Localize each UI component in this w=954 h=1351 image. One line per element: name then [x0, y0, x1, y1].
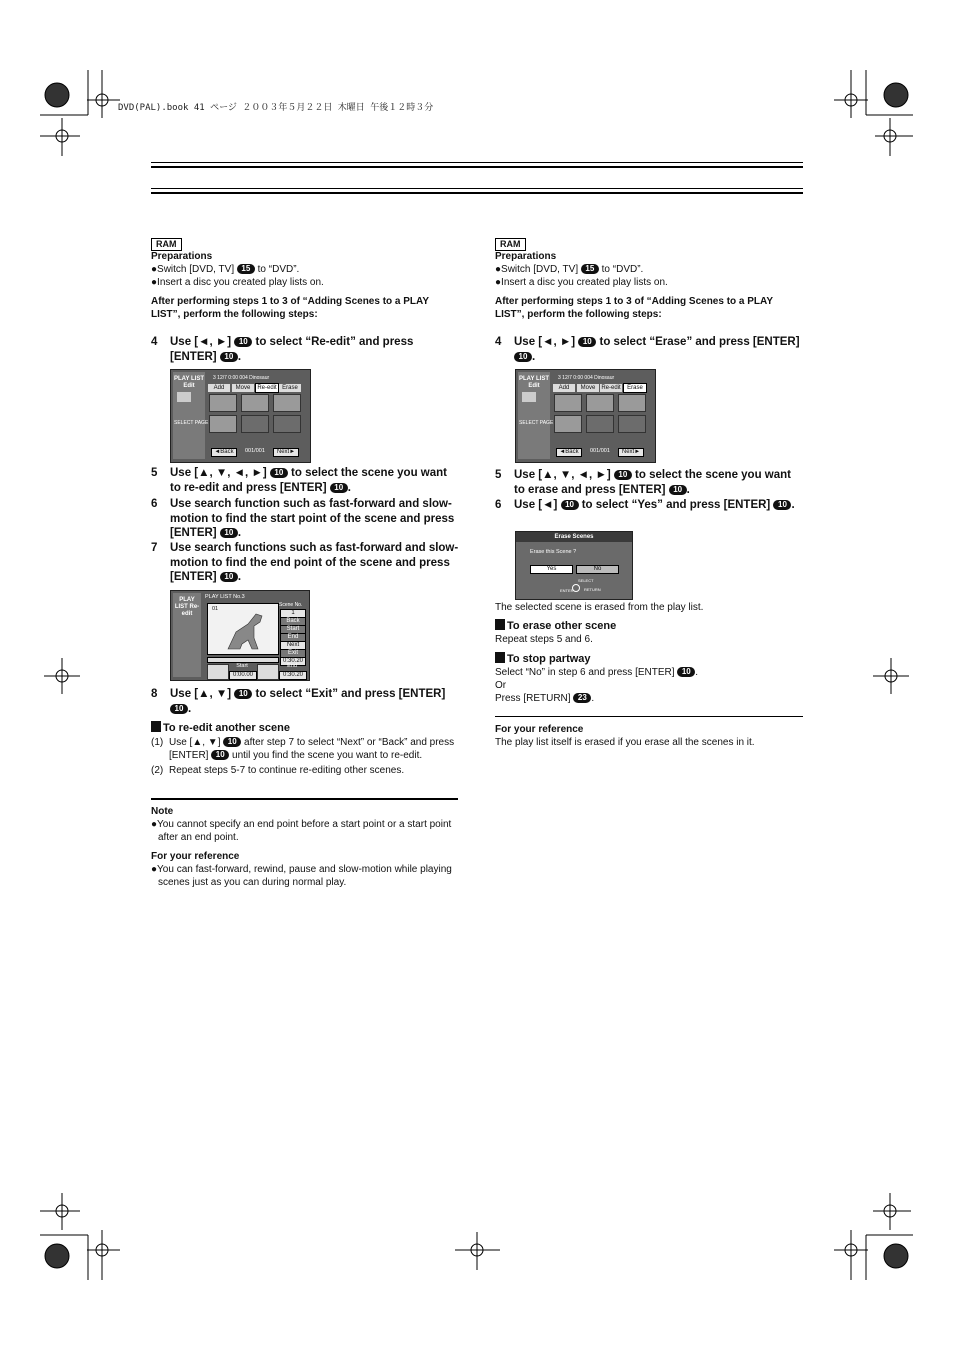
prep-item-2: ●Insert a disc you created play lists on.	[495, 277, 668, 288]
start-time: 0:00.00	[229, 671, 257, 680]
left-step-4: 4 Use [◄, ►] 10 to select “Re-edit” and press [ENTER] 10 .	[151, 336, 414, 363]
step-number: 4	[151, 336, 158, 348]
left-step-5: 5 Use [▲, ▼, ◄, ►] 10 to select the scene you want to re-edit and press [ENTER] 10 .	[151, 467, 447, 494]
button-ref-badge: 10	[223, 737, 241, 747]
back-button[interactable]: ◄Back	[211, 448, 237, 457]
left-step-8: 8 Use [▲, ▼] 10 to select “Exit” and press [ENTER] 10 .	[151, 688, 446, 715]
right-reference: For your reference The play list itself is erased if you erase all the scenes in it.	[495, 724, 755, 748]
left-preparations	[151, 250, 459, 289]
dialog-title: Erase Scenes	[516, 532, 632, 542]
tab-move[interactable]: Move	[232, 384, 254, 392]
left-step-7: 7 Use search functions such as fast-forward and slow-motion to find the end point of the scene and press [ENTER] 10 .	[151, 542, 459, 583]
end-thumbnail	[257, 664, 279, 680]
scene-thumbnail[interactable]	[554, 415, 582, 433]
tab-erase[interactable]: Erase	[279, 384, 301, 392]
next-button[interactable]: Next►	[618, 448, 644, 457]
dpad-icon	[572, 584, 580, 592]
button-ref-badge: 10	[170, 704, 188, 714]
button-ref-badge: 10	[234, 337, 252, 347]
button-ref-badge: 10	[614, 470, 632, 480]
tab-re-edit[interactable]: Re-edit	[601, 385, 621, 391]
header-rule-1	[151, 162, 803, 163]
dinosaur-icon	[208, 604, 278, 654]
tab-add[interactable]: Add	[553, 384, 575, 392]
right-after-steps: After performing steps 1 to 3 of “Adding Scenes to a PLAY LIST”, perform the following steps:	[495, 296, 773, 320]
scene-thumbnail[interactable]	[554, 394, 582, 412]
erased-note: The selected scene is erased from the play list.	[495, 602, 704, 613]
header-rule-4	[151, 192, 803, 194]
menu-end[interactable]: End	[280, 633, 306, 642]
screen-info: 3 12/7 0:00 004 Dinosaur	[213, 375, 270, 381]
ram-badge: RAM	[151, 238, 182, 251]
tab-erase[interactable]: Erase	[623, 383, 647, 393]
playlist-edit-screen-erase	[515, 369, 656, 463]
start-label: Start	[236, 663, 248, 669]
reedit-item-2: (2) Repeat steps 5-7 to continue re-editing other scenes.	[151, 765, 405, 776]
tab-add[interactable]: Add	[208, 384, 230, 392]
frame-label: 01	[212, 606, 219, 612]
button-ref-badge: 10	[220, 528, 238, 538]
menu-exit[interactable]: Exit	[280, 649, 306, 658]
button-ref-badge: 15	[237, 264, 255, 274]
tab-re-edit[interactable]: Re-edit	[255, 383, 279, 393]
select-page-label: SELECT PAGE	[174, 420, 209, 426]
reference-text: ●You can fast-forward, rewind, pause and slow-motion while playing scenes just as you can during normal play.	[151, 864, 452, 888]
end-time: 0:30.20	[279, 671, 307, 680]
prep-item-1: ●Switch [DVD, TV] 15 to “DVD”.	[495, 264, 644, 275]
scene-thumbnail[interactable]	[273, 394, 301, 412]
preview-frame	[207, 603, 279, 655]
menu-start[interactable]: Start	[280, 625, 306, 634]
screen-title: PLAY LIST Edit	[519, 376, 550, 389]
right-step-5: 5 Use [▲, ▼, ◄, ►] 10 to select the scene you want to erase and press [ENTER] 10 .	[495, 469, 791, 496]
scene-thumbnail[interactable]	[273, 415, 301, 433]
left-step-6: 6 Use search function such as fast-forward and slow-motion to find the start point of the scene and press [ENTER] 10 .	[151, 498, 455, 539]
right-step-6: 6 Use [◄] 10 to select “Yes” and press [ENTER] 10 .	[495, 499, 795, 511]
button-ref-badge: 10	[220, 572, 238, 582]
button-ref-badge: 23	[573, 693, 591, 703]
erase-scenes-dialog	[515, 531, 633, 600]
header-rule-2	[151, 166, 803, 168]
button-ref-badge: 10	[578, 337, 596, 347]
scene-thumbnail[interactable]	[209, 415, 237, 433]
print-header: DVD(PAL).book 41 ページ ２００３年５月２２日 木曜日 午後１２時３分	[118, 103, 434, 113]
button-ref-badge: 10	[220, 352, 238, 362]
time-display: 0:30.20	[280, 657, 306, 666]
button-ref-badge: 10	[234, 689, 252, 699]
left-note	[151, 805, 459, 889]
playlist-reedit-screen	[170, 590, 310, 681]
yes-button[interactable]: Yes	[530, 565, 573, 574]
button-ref-badge: 10	[514, 352, 532, 362]
no-button[interactable]: No	[576, 565, 619, 574]
note-title: Note	[151, 806, 174, 817]
button-ref-badge: 10	[677, 667, 695, 677]
reedit-item-1: (1) Use [▲, ▼] 10 after step 7 to select “Next” or “Back” and press [ENTER] 10 until you find the scene you want to re-edit.	[151, 737, 455, 761]
header-rule-3	[151, 188, 803, 189]
reference-title: For your reference	[151, 851, 240, 862]
ram-badge: RAM	[495, 238, 526, 251]
section-title: To re-edit another scene	[151, 721, 459, 735]
prep-title: Preparations	[151, 251, 213, 262]
button-ref-badge: 10	[561, 500, 579, 510]
button-ref-badge: 10	[669, 485, 687, 495]
end-label: End	[287, 663, 297, 669]
right-step-4: 4 Use [◄, ►] 10 to select “Erase” and press [ENTER] 10 .	[495, 336, 800, 363]
select-page-label: SELECT PAGE	[519, 420, 554, 426]
screen-title: PLAY LIST Edit	[174, 376, 205, 389]
scene-thumbnail[interactable]	[618, 415, 646, 433]
scene-thumbnail[interactable]	[241, 415, 269, 433]
prep-item-2: ●Insert a disc you created play lists on.	[151, 277, 324, 288]
scene-thumbnail[interactable]	[586, 415, 614, 433]
scene-thumbnail[interactable]	[618, 394, 646, 412]
scene-thumbnail[interactable]	[241, 394, 269, 412]
menu-back[interactable]: Back	[280, 617, 306, 626]
button-ref-badge: 10	[211, 750, 229, 760]
enter-hint: ENTER	[560, 588, 574, 593]
playlist-edit-screen	[170, 369, 311, 463]
page-indicator: 001/001	[590, 448, 610, 454]
prep-item-1: ●Switch [DVD, TV] 15 to “DVD”.	[151, 264, 300, 275]
button-ref-badge: 15	[581, 264, 599, 274]
screen-header: PLAY LIST No.3	[205, 594, 245, 600]
menu-next[interactable]: Next	[280, 641, 306, 650]
left-after-steps: After performing steps 1 to 3 of “Adding Scenes to a PLAY LIST”, perform the following steps:	[151, 296, 429, 320]
tab-move[interactable]: Move	[577, 384, 599, 392]
back-button[interactable]: ◄Back	[556, 448, 582, 457]
button-ref-badge: 10	[330, 483, 348, 493]
next-button[interactable]: Next►	[273, 448, 299, 457]
return-hint: RETURN	[584, 587, 601, 592]
reference-divider	[495, 716, 803, 717]
select-hint: SELECT	[578, 578, 594, 583]
start-thumbnail	[207, 664, 229, 680]
scene-thumbnail[interactable]	[209, 394, 237, 412]
button-ref-badge: 10	[270, 468, 288, 478]
scene-thumbnail[interactable]	[586, 394, 614, 412]
note-divider	[151, 798, 458, 800]
scene-no-value: 1	[280, 609, 306, 618]
scene-no-label: Scene No.	[279, 602, 303, 608]
button-ref-badge: 10	[773, 500, 791, 510]
right-preparations	[495, 250, 803, 289]
screen-title: PLAY LIST Re-edit	[174, 597, 200, 617]
note-text: ●You cannot specify an end point before a start point or a start point after an end point.	[151, 819, 452, 843]
screen-info: 3 12/7 0:00 004 Dinosaur	[558, 375, 615, 381]
prep-title: Preparations	[495, 251, 557, 262]
left-reedit-section	[151, 721, 459, 777]
right-erase-other: To erase other scene Repeat steps 5 and 6.	[495, 620, 617, 645]
right-stop-partway: To stop partway Select “No” in step 6 and press [ENTER] 10 . Or Press [RETURN] 23 .	[495, 653, 699, 704]
page-indicator: 001/001	[245, 448, 265, 454]
dialog-question: Erase this Scene ?	[530, 549, 577, 555]
